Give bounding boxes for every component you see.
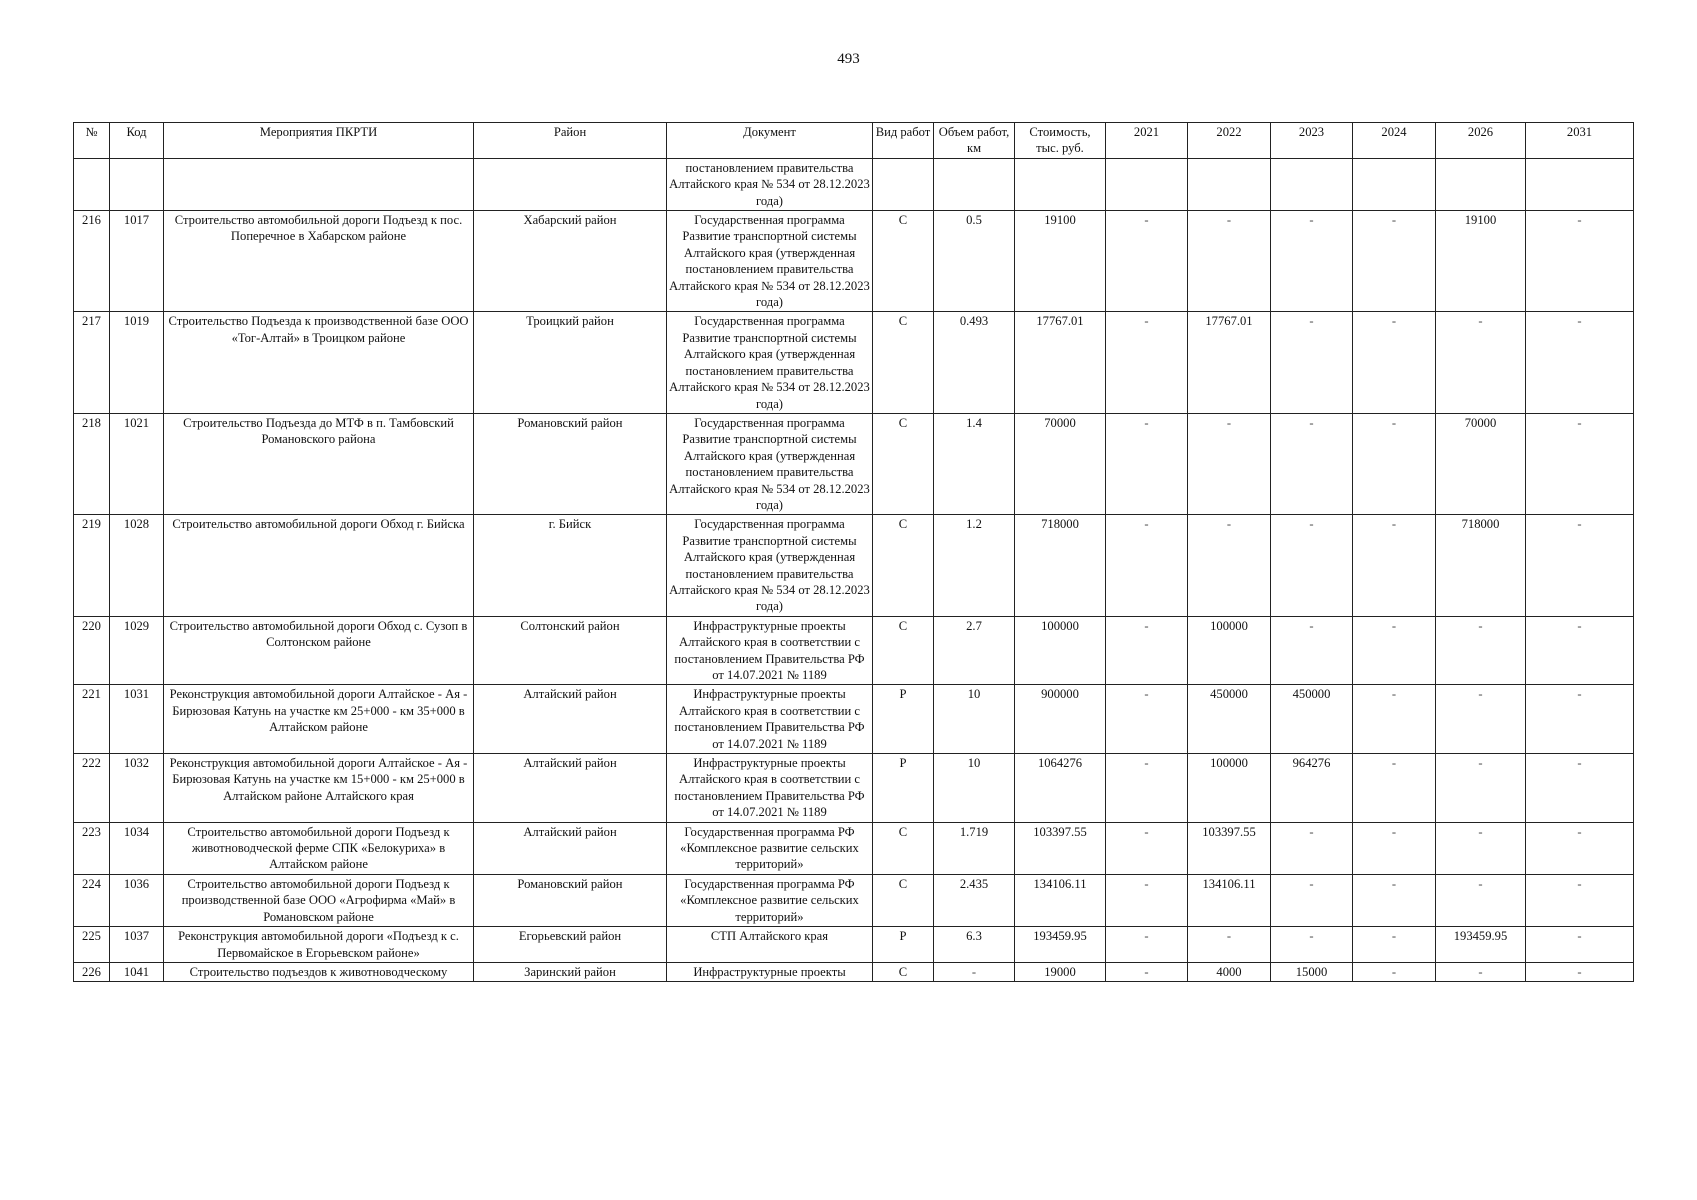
table-row bbox=[74, 616, 1634, 685]
table-header-row bbox=[74, 123, 1634, 159]
row-2021: - bbox=[1106, 754, 1188, 823]
table-row bbox=[74, 962, 1634, 981]
row-2021: - bbox=[1106, 685, 1188, 754]
row-2024: - bbox=[1353, 822, 1436, 874]
row-volume: 1.719 bbox=[934, 822, 1015, 874]
row-2024: - bbox=[1353, 312, 1436, 413]
row-2023: - bbox=[1271, 413, 1353, 514]
row-district: Алтайский район bbox=[474, 822, 667, 874]
row-document: Государственная программа РФ «Комплексное развитие сельских территорий» bbox=[667, 874, 873, 926]
page-number: 493 bbox=[837, 51, 860, 67]
row-cost bbox=[1015, 158, 1106, 210]
row-num: 226 bbox=[74, 962, 110, 981]
row-event: Строительство подъездов к животноводческому bbox=[164, 962, 474, 981]
row-district: Троицкий район bbox=[474, 312, 667, 413]
row-district: Егорьевский район bbox=[474, 927, 667, 963]
row-2023: - bbox=[1271, 211, 1353, 312]
header-event: Мероприятия ПКРТИ bbox=[164, 123, 474, 159]
row-2022: 17767.01 bbox=[1188, 312, 1271, 413]
row-event: Строительство автомобильной дороги Подъезд к животноводческой ферме СПК «Белокуриха» в Алтайском районе bbox=[164, 822, 474, 874]
table-row bbox=[74, 413, 1634, 514]
row-work-type: С bbox=[873, 962, 934, 981]
header-2021: 2021 bbox=[1106, 123, 1188, 159]
row-2026: 193459.95 bbox=[1436, 927, 1526, 963]
row-num: 217 bbox=[74, 312, 110, 413]
row-event: Строительство Подъезда к производственной базе ООО «Тог-Алтай» в Троицком районе bbox=[164, 312, 474, 413]
row-2023: - bbox=[1271, 822, 1353, 874]
row-2023: - bbox=[1271, 312, 1353, 413]
row-volume: 0.5 bbox=[934, 211, 1015, 312]
row-2024: - bbox=[1353, 962, 1436, 981]
row-2023: - bbox=[1271, 616, 1353, 685]
row-cost: 19000 bbox=[1015, 962, 1106, 981]
row-2022: - bbox=[1188, 515, 1271, 616]
row-2031: - bbox=[1526, 822, 1634, 874]
row-code: 1034 bbox=[110, 822, 164, 874]
row-2026: - bbox=[1436, 962, 1526, 981]
row-2022: 450000 bbox=[1188, 685, 1271, 754]
header-2026: 2026 bbox=[1436, 123, 1526, 159]
row-code: 1037 bbox=[110, 927, 164, 963]
row-district: Алтайский район bbox=[474, 685, 667, 754]
row-code: 1031 bbox=[110, 685, 164, 754]
row-cost: 70000 bbox=[1015, 413, 1106, 514]
row-event bbox=[164, 158, 474, 210]
row-district: Хабарский район bbox=[474, 211, 667, 312]
row-2023 bbox=[1271, 158, 1353, 210]
row-work-type: С bbox=[873, 515, 934, 616]
header-district: Район bbox=[474, 123, 667, 159]
row-cost: 900000 bbox=[1015, 685, 1106, 754]
row-document: Инфраструктурные проекты Алтайского края в соответствии с постановлением Правительства РФ от 14.07.2021 № 1189 bbox=[667, 754, 873, 823]
header-2024: 2024 bbox=[1353, 123, 1436, 159]
row-2022: - bbox=[1188, 211, 1271, 312]
row-2021: - bbox=[1106, 312, 1188, 413]
row-2031: - bbox=[1526, 312, 1634, 413]
row-2022: 4000 bbox=[1188, 962, 1271, 981]
row-2022: 134106.11 bbox=[1188, 874, 1271, 926]
table-row bbox=[74, 685, 1634, 754]
row-num bbox=[74, 158, 110, 210]
row-2021: - bbox=[1106, 211, 1188, 312]
header-2031: 2031 bbox=[1526, 123, 1634, 159]
table-row bbox=[74, 312, 1634, 413]
row-2024: - bbox=[1353, 874, 1436, 926]
row-work-type: Р bbox=[873, 685, 934, 754]
row-work-type: С bbox=[873, 211, 934, 312]
header-code: Код bbox=[110, 123, 164, 159]
row-event: Строительство автомобильной дороги Подъезд к пос. Поперечное в Хабарском районе bbox=[164, 211, 474, 312]
row-2023: - bbox=[1271, 515, 1353, 616]
row-2021 bbox=[1106, 158, 1188, 210]
row-code: 1021 bbox=[110, 413, 164, 514]
row-volume: 10 bbox=[934, 754, 1015, 823]
row-2021: - bbox=[1106, 962, 1188, 981]
row-2031: - bbox=[1526, 413, 1634, 514]
row-work-type: С bbox=[873, 874, 934, 926]
row-volume: 1.2 bbox=[934, 515, 1015, 616]
header-cost: Стоимость, тыс. руб. bbox=[1015, 123, 1106, 159]
row-document: Инфраструктурные проекты Алтайского края в соответствии с постановлением Правительства РФ от 14.07.2021 № 1189 bbox=[667, 685, 873, 754]
row-2024: - bbox=[1353, 211, 1436, 312]
row-event: Строительство Подъезда до МТФ в п. Тамбовский Романовского района bbox=[164, 413, 474, 514]
row-2031: - bbox=[1526, 962, 1634, 981]
row-2026: - bbox=[1436, 685, 1526, 754]
row-event: Строительство автомобильной дороги Подъезд к производственной базе ООО «Агрофирма «Май» в Романовском районе bbox=[164, 874, 474, 926]
row-event: Реконструкция автомобильной дороги Алтайское - Ая - Бирюзовая Катунь на участке км 15+000 - км 25+000 в Алтайском районе Алтайского края bbox=[164, 754, 474, 823]
row-2026: - bbox=[1436, 822, 1526, 874]
row-work-type: Р bbox=[873, 927, 934, 963]
row-2023: 15000 bbox=[1271, 962, 1353, 981]
row-2026: 19100 bbox=[1436, 211, 1526, 312]
row-2024: - bbox=[1353, 616, 1436, 685]
row-event: Строительство автомобильной дороги Обход с. Сузоп в Солтонском районе bbox=[164, 616, 474, 685]
header-volume: Объем работ, км bbox=[934, 123, 1015, 159]
row-volume: 0.493 bbox=[934, 312, 1015, 413]
header-2022: 2022 bbox=[1188, 123, 1271, 159]
row-work-type: С bbox=[873, 822, 934, 874]
row-num: 218 bbox=[74, 413, 110, 514]
row-cost: 134106.11 bbox=[1015, 874, 1106, 926]
header-document: Документ bbox=[667, 123, 873, 159]
row-2026: - bbox=[1436, 312, 1526, 413]
table-row bbox=[74, 754, 1634, 823]
row-num: 219 bbox=[74, 515, 110, 616]
row-work-type: С bbox=[873, 616, 934, 685]
row-district: Романовский район bbox=[474, 874, 667, 926]
row-2023: - bbox=[1271, 874, 1353, 926]
row-2021: - bbox=[1106, 874, 1188, 926]
row-district: г. Бийск bbox=[474, 515, 667, 616]
row-work-type: Р bbox=[873, 754, 934, 823]
table-row bbox=[74, 211, 1634, 312]
row-2031: - bbox=[1526, 515, 1634, 616]
row-2031 bbox=[1526, 158, 1634, 210]
row-2026: - bbox=[1436, 616, 1526, 685]
row-code: 1041 bbox=[110, 962, 164, 981]
row-cost: 718000 bbox=[1015, 515, 1106, 616]
row-2021: - bbox=[1106, 413, 1188, 514]
row-cost: 19100 bbox=[1015, 211, 1106, 312]
row-document: Государственная программа Развитие транспортной системы Алтайского края (утвержденная постановлением правительства Алтайского края № 534 от 28.12.2023 года) bbox=[667, 515, 873, 616]
row-2026 bbox=[1436, 158, 1526, 210]
row-2021: - bbox=[1106, 515, 1188, 616]
row-event: Строительство автомобильной дороги Обход г. Бийска bbox=[164, 515, 474, 616]
row-2022: - bbox=[1188, 927, 1271, 963]
row-num: 221 bbox=[74, 685, 110, 754]
table-row bbox=[74, 158, 1634, 210]
row-document: Государственная программа Развитие транспортной системы Алтайского края (утвержденная постановлением правительства Алтайского края № 534 от 28.12.2023 года) bbox=[667, 312, 873, 413]
row-2024: - bbox=[1353, 413, 1436, 514]
row-2024: - bbox=[1353, 927, 1436, 963]
row-num: 216 bbox=[74, 211, 110, 312]
row-document: Государственная программа Развитие транспортной системы Алтайского края (утвержденная постановлением правительства Алтайского края № 534 от 28.12.2023 года) bbox=[667, 413, 873, 514]
row-district: Романовский район bbox=[474, 413, 667, 514]
row-event: Реконструкция автомобильной дороги «Подъезд к с. Первомайское в Егорьевском районе» bbox=[164, 927, 474, 963]
row-document: СТП Алтайского края bbox=[667, 927, 873, 963]
header-work-type: Вид работ bbox=[873, 123, 934, 159]
row-2024: - bbox=[1353, 515, 1436, 616]
row-district: Солтонский район bbox=[474, 616, 667, 685]
row-code: 1029 bbox=[110, 616, 164, 685]
row-document: Инфраструктурные проекты bbox=[667, 962, 873, 981]
row-2026: - bbox=[1436, 874, 1526, 926]
row-document: Государственная программа Развитие транспортной системы Алтайского края (утвержденная постановлением правительства Алтайского края № 534 от 28.12.2023 года) bbox=[667, 211, 873, 312]
row-2031: - bbox=[1526, 754, 1634, 823]
row-2023: - bbox=[1271, 927, 1353, 963]
row-2026: - bbox=[1436, 754, 1526, 823]
row-2023: 450000 bbox=[1271, 685, 1353, 754]
table-row bbox=[74, 515, 1634, 616]
row-2022 bbox=[1188, 158, 1271, 210]
row-2031: - bbox=[1526, 927, 1634, 963]
row-2022: - bbox=[1188, 413, 1271, 514]
row-2022: 100000 bbox=[1188, 616, 1271, 685]
row-2026: 718000 bbox=[1436, 515, 1526, 616]
row-2031: - bbox=[1526, 874, 1634, 926]
table-body bbox=[74, 158, 1634, 982]
row-volume: 2.7 bbox=[934, 616, 1015, 685]
row-code: 1028 bbox=[110, 515, 164, 616]
row-cost: 1064276 bbox=[1015, 754, 1106, 823]
row-volume: 10 bbox=[934, 685, 1015, 754]
row-code: 1019 bbox=[110, 312, 164, 413]
header-num: № bbox=[74, 123, 110, 159]
row-code: 1017 bbox=[110, 211, 164, 312]
row-volume: 2.435 bbox=[934, 874, 1015, 926]
row-2031: - bbox=[1526, 211, 1634, 312]
row-code: 1036 bbox=[110, 874, 164, 926]
row-2021: - bbox=[1106, 616, 1188, 685]
row-district: Заринский район bbox=[474, 962, 667, 981]
row-document: Инфраструктурные проекты Алтайского края в соответствии с постановлением Правительства РФ от 14.07.2021 № 1189 bbox=[667, 616, 873, 685]
row-volume bbox=[934, 158, 1015, 210]
table-row bbox=[74, 927, 1634, 963]
row-cost: 103397.55 bbox=[1015, 822, 1106, 874]
row-district bbox=[474, 158, 667, 210]
row-num: 224 bbox=[74, 874, 110, 926]
row-2024: - bbox=[1353, 685, 1436, 754]
row-document: постановлением правительства Алтайского края № 534 от 28.12.2023 года) bbox=[667, 158, 873, 210]
row-num: 225 bbox=[74, 927, 110, 963]
row-volume: - bbox=[934, 962, 1015, 981]
row-event: Реконструкция автомобильной дороги Алтайское - Ая - Бирюзовая Катунь на участке км 25+000 - км 35+000 в Алтайском районе bbox=[164, 685, 474, 754]
row-cost: 193459.95 bbox=[1015, 927, 1106, 963]
row-2021: - bbox=[1106, 822, 1188, 874]
row-work-type bbox=[873, 158, 934, 210]
row-2022: 103397.55 bbox=[1188, 822, 1271, 874]
row-2024: - bbox=[1353, 754, 1436, 823]
table-row bbox=[74, 874, 1634, 926]
row-volume: 6.3 bbox=[934, 927, 1015, 963]
projects-table bbox=[73, 122, 1634, 982]
row-2024 bbox=[1353, 158, 1436, 210]
row-cost: 100000 bbox=[1015, 616, 1106, 685]
row-2021: - bbox=[1106, 927, 1188, 963]
row-2031: - bbox=[1526, 685, 1634, 754]
row-num: 223 bbox=[74, 822, 110, 874]
row-code: 1032 bbox=[110, 754, 164, 823]
row-volume: 1.4 bbox=[934, 413, 1015, 514]
row-document: Государственная программа РФ «Комплексное развитие сельских территорий» bbox=[667, 822, 873, 874]
row-work-type: С bbox=[873, 413, 934, 514]
row-2022: 100000 bbox=[1188, 754, 1271, 823]
row-work-type: С bbox=[873, 312, 934, 413]
header-2023: 2023 bbox=[1271, 123, 1353, 159]
table-row bbox=[74, 822, 1634, 874]
row-num: 220 bbox=[74, 616, 110, 685]
row-2031: - bbox=[1526, 616, 1634, 685]
row-district: Алтайский район bbox=[474, 754, 667, 823]
row-2023: 964276 bbox=[1271, 754, 1353, 823]
row-num: 222 bbox=[74, 754, 110, 823]
row-2026: 70000 bbox=[1436, 413, 1526, 514]
row-code bbox=[110, 158, 164, 210]
row-cost: 17767.01 bbox=[1015, 312, 1106, 413]
